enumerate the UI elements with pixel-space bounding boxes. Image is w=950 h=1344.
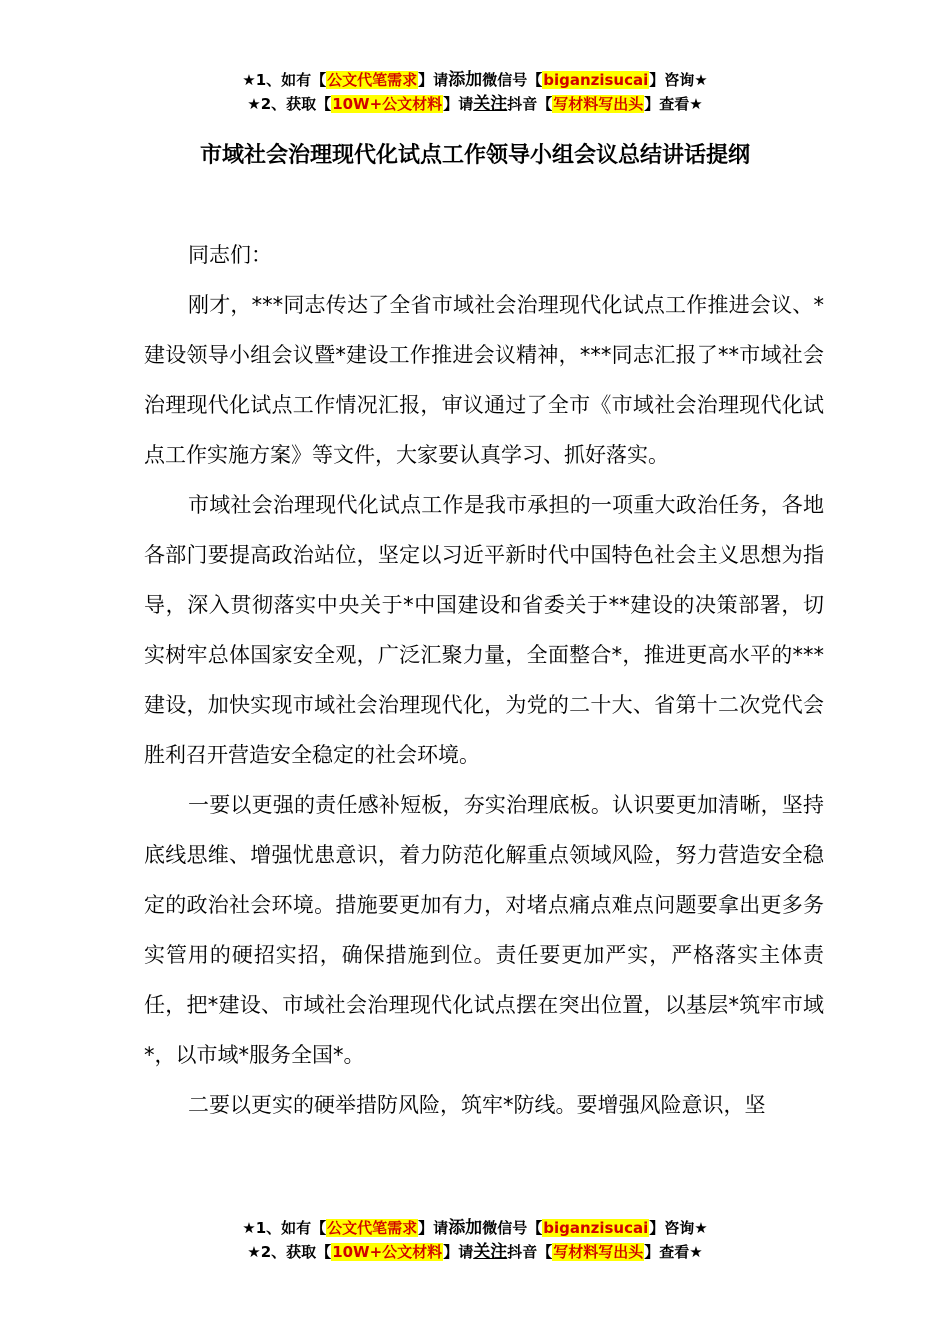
star-icon: ★ (694, 71, 708, 89)
banner-text: 2、获取【 (260, 95, 332, 113)
banner-highlight: 10W+公文材料 (332, 1243, 443, 1261)
star-icon: ★ (689, 1243, 703, 1261)
banner-emphasis: 关注 (473, 1242, 508, 1262)
paragraph: 市域社会治理现代化试点工作是我市承担的一项重大政治任务，各地各部门要提高政治站位，坚定以习近平新时代中国特色社会主义思想为指导，深入贯彻落实中央关于*中国建设和省委关于**建设的决策部署，切实树牢总体国家安全观，广泛汇聚力量，全面整合*，推进更高水平的***建设，加快实现市域社会治理现代化，为党的二十大、省第十二次党代会胜利召开营造安全稳定的社会环境。 (144, 493, 824, 767)
banner-text: 抖音【 (507, 95, 553, 113)
document-body (144, 230, 824, 1130)
banner-line-1 (0, 68, 950, 92)
banner-line-1 (0, 1216, 950, 1240)
banner-text: 微信号【 (482, 71, 543, 89)
banner-text: 1、如有【 (255, 71, 327, 89)
top-banner (0, 68, 950, 116)
banner-text: 抖音【 (507, 1243, 553, 1261)
bottom-banner (0, 1216, 950, 1264)
star-icon: ★ (694, 1219, 708, 1237)
paragraph: 刚才，***同志传达了全省市域社会治理现代化试点工作推进会议、*建设领导小组会议暨*建设工作推进会议精神，***同志汇报了**市域社会治理现代化试点工作情况汇报，审议通过了全市《市域社会治理现代化试点工作实施方案》等文件，大家要认真学习、抓好落实。 (144, 293, 824, 467)
banner-highlight: 写材料写出头 (553, 1243, 644, 1261)
banner-highlight: biganzisucai (543, 1219, 649, 1237)
banner-highlight: 公文代笔需求 (327, 71, 418, 89)
banner-line-2 (0, 1240, 950, 1264)
star-icon: ★ (247, 95, 261, 113)
banner-text: 2、获取【 (260, 1243, 332, 1261)
banner-text: 】咨询 (649, 71, 695, 89)
star-icon: ★ (242, 71, 256, 89)
star-icon: ★ (247, 1243, 261, 1261)
banner-text: 1、如有【 (255, 1219, 327, 1237)
banner-text: 微信号【 (482, 1219, 543, 1237)
banner-text: 】查看 (644, 95, 690, 113)
paragraph: 二要以更实的硬举措防风险，筑牢*防线。要增强风险意识，坚 (188, 1093, 766, 1117)
salutation: 同志们： (188, 243, 272, 267)
banner-line-2 (0, 92, 950, 116)
banner-highlight: 10W+公文材料 (332, 95, 443, 113)
banner-text: 】咨询 (649, 1219, 695, 1237)
banner-highlight: 写材料写出头 (553, 95, 644, 113)
banner-text: 】请 (443, 1243, 474, 1261)
banner-emphasis: 添加 (448, 70, 483, 90)
document-title: 市域社会治理现代化试点工作领导小组会议总结讲话提纲 (199, 143, 750, 168)
banner-text: 】请 (418, 71, 449, 89)
banner-highlight: biganzisucai (543, 71, 649, 89)
banner-emphasis: 关注 (473, 94, 508, 114)
star-icon: ★ (242, 1219, 256, 1237)
banner-emphasis: 添加 (448, 1218, 483, 1238)
banner-highlight: 公文代笔需求 (327, 1219, 418, 1237)
banner-text: 】查看 (644, 1243, 690, 1261)
star-icon: ★ (689, 95, 703, 113)
paragraph: 一要以更强的责任感补短板，夯实治理底板。认识要更加清晰，坚持底线思维、增强忧患意识，着力防范化解重点领域风险，努力营造安全稳定的政治社会环境。措施要更加有力，对堵点痛点难点问题要拿出更多务实管用的硬招实招，确保措施到位。责任要更加严实，严格落实主体责任，把*建设、市域社会治理现代化试点摆在突出位置，以基层*筑牢市域*，以市域*服务全国*。 (144, 793, 824, 1067)
banner-text: 】请 (418, 1219, 449, 1237)
banner-text: 】请 (443, 95, 474, 113)
